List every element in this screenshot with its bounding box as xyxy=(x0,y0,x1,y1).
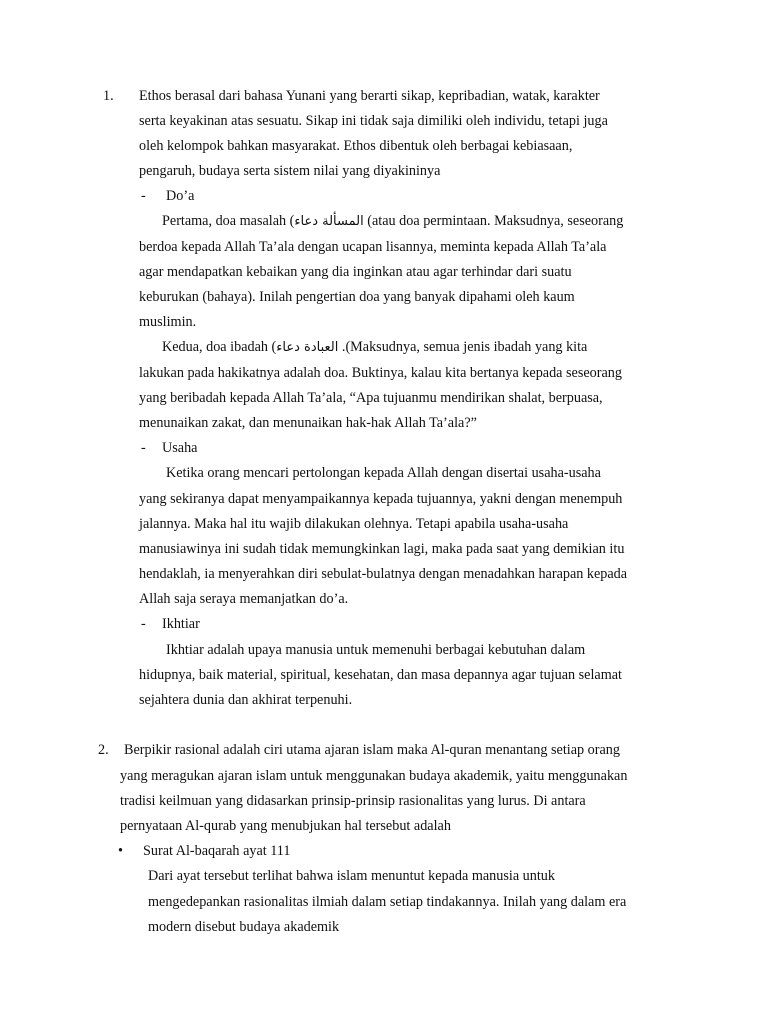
bullet-icon: • xyxy=(118,843,123,859)
ikhtiar-line: sejahtera dunia dan akhirat terpenuhi. xyxy=(139,692,353,708)
doa-paragraph-1-first-line xyxy=(162,212,623,231)
item1-intro-line: oleh kelompok bahkan masyarakat. Ethos dibentuk oleh berbagai kebiasaan, xyxy=(139,138,573,154)
doa-p2-line: yang beribadah kepada Allah Ta’ala, “Apa tujuanmu mendirikan shalat, berpuasa, xyxy=(139,390,603,406)
doa-p1-line: berdoa kepada Allah Ta’ala dengan ucapan lisannya, meminta kepada Allah Ta’ala xyxy=(139,239,607,255)
doa-p2-start: Kedua, doa ibadah ( xyxy=(162,339,277,355)
item1-intro-line: Ethos berasal dari bahasa Yunani yang berarti sikap, kepribadian, watak, karakter xyxy=(139,88,600,104)
bullet-detail-line: modern disebut budaya akademik xyxy=(148,919,340,935)
usaha-line: manusiawinya ini sudah tidak memungkinkan lagi, maka pada saat yang demikian itu xyxy=(139,541,625,557)
ikhtiar-dash: - xyxy=(141,616,146,632)
doa-p2-arabic: العبادة دعاء xyxy=(276,340,339,355)
item2-line: yang meragukan ajaran islam untuk menggunakan budaya akademik, yaitu menggunakan xyxy=(120,768,628,784)
item2-line: Berpikir rasional adalah ciri utama ajaran islam maka Al-quran menantang setiap orang xyxy=(124,742,620,758)
doa-p1-start: Pertama, doa masalah ( xyxy=(162,213,295,229)
doa-p2-end: .(Maksudnya, semua jenis ibadah yang kita xyxy=(341,339,588,355)
ikhtiar-heading: Ikhtiar xyxy=(162,616,200,632)
doa-paragraph-2-first-line xyxy=(162,338,587,357)
doa-heading: Do’a xyxy=(166,188,195,204)
usaha-line: Allah saja seraya memanjatkan do’a. xyxy=(139,591,349,607)
item1-intro-line: pengaruh, budaya serta sistem nilai yang diyakininya xyxy=(139,163,441,179)
doa-p1-line: muslimin. xyxy=(139,314,197,330)
doa-p1-arabic: المسألة دعاء xyxy=(294,214,364,229)
doa-p1-end: (atau doa permintaan. Maksudnya, seseorang xyxy=(367,213,624,229)
usaha-line: yang sekiranya dapat menyampaikannya kepada tujuannya, yakni dengan menempuh xyxy=(139,491,623,507)
list-number-2: 2. xyxy=(98,742,109,758)
usaha-line: Ketika orang mencari pertolongan kepada Allah dengan disertai usaha-usaha xyxy=(166,465,601,481)
usaha-line: hendaklah, ia menyerahkan diri sebulat-bulatnya dengan menadahkan harapan kepada xyxy=(139,566,628,582)
ikhtiar-line: Ikhtiar adalah upaya manusia untuk memenuhi berbagai kebutuhan dalam xyxy=(166,642,586,658)
ikhtiar-line: hidupnya, baik material, spiritual, kesehatan, dan masa depannya agar tujuan selamat xyxy=(139,667,622,683)
list-number-1: 1. xyxy=(103,88,114,104)
bullet-detail-line: Dari ayat tersebut terlihat bahwa islam menuntut kepada manusia untuk xyxy=(148,868,555,884)
doa-dash: - xyxy=(141,188,146,204)
bullet-detail-line: mengedepankan rasionalitas ilmiah dalam setiap tindakannya. Inilah yang dalam era xyxy=(148,894,627,910)
usaha-dash: - xyxy=(141,440,146,456)
doa-p1-line: agar mendapatkan kebaikan yang dia inginkan atau agar terhindar dari suatu xyxy=(139,264,572,280)
doa-p1-line: keburukan (bahaya). Inilah pengertian doa yang banyak dipahami oleh kaum xyxy=(139,289,575,305)
item2-line: pernyataan Al-qurab yang menubjukan hal tersebut adalah xyxy=(120,818,451,834)
item2-line: tradisi keilmuan yang didasarkan prinsip-prinsip rasionalitas yang lurus. Di antara xyxy=(120,793,586,809)
item1-intro-line: serta keyakinan atas sesuatu. Sikap ini tidak saja dimiliki oleh individu, tetapi juga xyxy=(139,113,608,129)
doa-p2-line: menunaikan zakat, dan menunaikan hak-hak Allah Ta’ala?” xyxy=(139,415,477,431)
bullet-label: Surat Al-baqarah ayat 111 xyxy=(143,843,291,859)
usaha-heading: Usaha xyxy=(162,440,198,456)
usaha-line: jalannya. Maka hal itu wajib dilakukan olehnya. Tetapi apabila usaha-usaha xyxy=(139,516,569,532)
doa-p2-line: lakukan pada hakikatnya adalah doa. Buktinya, kalau kita bertanya kepada seseorang xyxy=(139,365,622,381)
